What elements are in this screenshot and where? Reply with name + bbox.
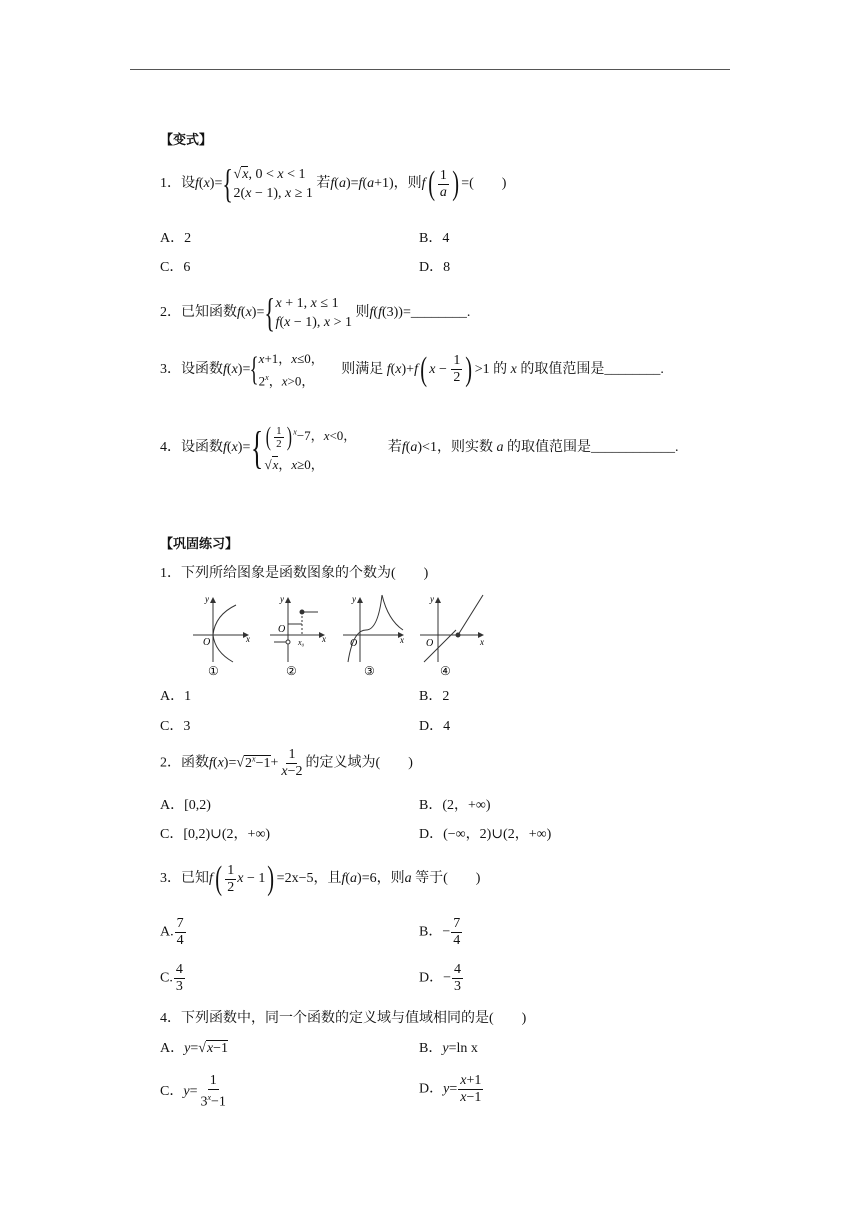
option-d[interactable]: D．y= $\frac{x+1}{x-1}$ bbox=[419, 1073, 482, 1105]
variant-heading: 【变式】 bbox=[160, 133, 213, 148]
answer-blank: ________. bbox=[410, 305, 471, 321]
q-number: 1． bbox=[160, 176, 181, 192]
practice-q2-stem: 2．函数$f(x)=√2^x-1+$ $\frac{1}{x-2}$ 的定义域为( ) bbox=[160, 747, 413, 779]
option-c[interactable]: C．y= $\frac{1}{3^x-1}$ bbox=[160, 1073, 226, 1110]
svg-text:O: O bbox=[203, 637, 211, 648]
graph-3 bbox=[343, 595, 403, 662]
option-b[interactable]: B．− $\frac{7}{4}$ bbox=[419, 916, 461, 948]
variant-q2-stem: 2．已知函数f(x)={ x + 1, x ≤ 1 f(x − 1), x > 1 则f(f(3))=________. bbox=[160, 290, 471, 335]
option-b[interactable]: B．y=ln x bbox=[419, 1041, 478, 1056]
svg-text:y: y bbox=[280, 594, 284, 604]
graph-label-2: ② bbox=[286, 664, 297, 678]
option-b[interactable]: B．(2，+∞) bbox=[419, 798, 491, 813]
svg-text:y: y bbox=[352, 594, 356, 604]
option-d[interactable]: D．− $\frac{4}{3}$ bbox=[419, 962, 462, 994]
svg-text:O: O bbox=[350, 638, 358, 649]
piecewise-cases: √x, 0 < x < 1 2(x − 1), x ≥ 1 bbox=[233, 167, 313, 201]
practice-q1-stem: 1．下列所给图象是函数图象的个数为( ) bbox=[160, 566, 429, 581]
variant-q1-stem: 1．设f(x)={ √x, 0 < x < 1 2(x − 1), x ≥ 1 若f(a)=f(a+1)，则f( $\frac{1}{a}$ ) =( ) bbox=[160, 161, 507, 206]
answer-blank: ________. bbox=[604, 361, 664, 377]
practice-q4-stem: 4．下列函数中，同一个函数的定义域与值域相同的是( ) bbox=[160, 1011, 527, 1026]
option-a[interactable]: A．y=√x−1 bbox=[160, 1041, 229, 1056]
svg-text:y: y bbox=[430, 594, 434, 604]
option-c[interactable]: C．6 bbox=[160, 260, 191, 275]
function-graphs-figure bbox=[188, 590, 488, 680]
practice-q3-stem: 3．已知f( $\frac{1}{2}$ x − 1) =2x−5，且f(a)=6，则a 等于( ) bbox=[160, 860, 481, 897]
option-d[interactable]: D．8 bbox=[419, 260, 451, 275]
svg-text:x: x bbox=[400, 635, 404, 645]
option-c[interactable]: C．3 bbox=[160, 719, 191, 734]
svg-text:x₀: x₀ bbox=[298, 638, 305, 647]
option-b[interactable]: B．2 bbox=[419, 689, 450, 704]
option-c[interactable]: C. $\frac{4}{3}$ bbox=[160, 962, 183, 994]
graph-4 bbox=[420, 595, 483, 662]
option-d[interactable]: D．(−∞，2)∪(2，+∞) bbox=[419, 827, 552, 842]
variant-q4-stem: 4．设函数f(x)={ ( $\frac{1}{2}$ ) $^x$−7，x<0， √x，x≥0， 若f(a)<1，则实数 a 的取值范围是____________. bbox=[160, 422, 679, 473]
option-a[interactable]: A. $\frac{7}{4}$ bbox=[160, 916, 184, 948]
practice-heading: 【巩固练习】 bbox=[160, 537, 239, 552]
graph-label-1: ① bbox=[208, 664, 219, 678]
graph-label-4: ④ bbox=[440, 664, 451, 678]
svg-text:x: x bbox=[246, 634, 250, 644]
option-a[interactable]: A．2 bbox=[160, 231, 192, 246]
header-rule bbox=[130, 69, 730, 70]
option-a[interactable]: A．[0,2) bbox=[160, 798, 211, 813]
graph-label-3: ③ bbox=[364, 664, 375, 678]
option-a[interactable]: A．1 bbox=[160, 689, 192, 704]
option-c[interactable]: C．[0,2)∪(2，+∞) bbox=[160, 827, 271, 842]
graph-1 bbox=[193, 598, 248, 662]
option-d[interactable]: D．4 bbox=[419, 719, 451, 734]
variant-q3-stem: 3．设函数f(x)={ x+1，x≤0， 2$^x$，x>0， 则满足 f(x)+f( x − $\frac{1}{2}$ ) >1 的 x 的取值范围是________. bbox=[160, 350, 664, 389]
svg-text:x: x bbox=[480, 637, 484, 647]
svg-text:O: O bbox=[426, 638, 434, 649]
option-b[interactable]: B．4 bbox=[419, 231, 450, 246]
svg-text:x: x bbox=[322, 634, 326, 644]
svg-text:O: O bbox=[278, 624, 286, 635]
svg-text:y: y bbox=[205, 594, 209, 604]
answer-blank: ____________. bbox=[590, 440, 679, 456]
